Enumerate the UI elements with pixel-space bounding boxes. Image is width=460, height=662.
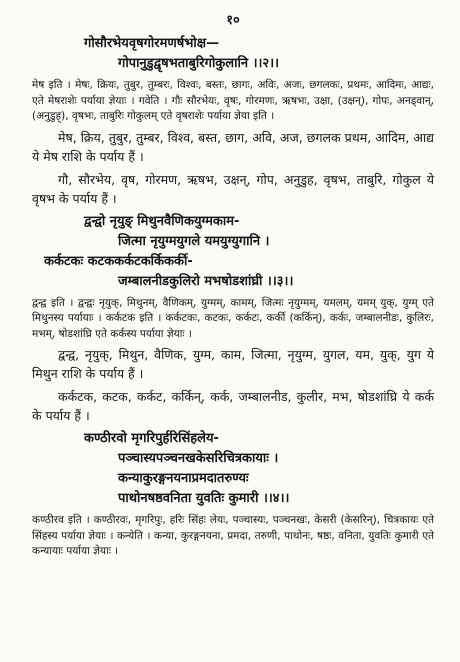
verse-line: कन्याकुरङ्गनयनाप्रमदातरुण्यः — [118, 471, 249, 486]
verse-line: कण्ठीरवो मृगरिपुर्हरिसिंहलेय- — [84, 431, 219, 446]
translation: गौ, सौरभेय, वृष, गोरमण, ऋषभ, उक्षन्, गोप, अनुडुह, वृषभ, ताबुरि, गोकुल ये वृषभ के पर्याय हैं । — [32, 171, 434, 206]
commentary: कण्ठीरव इति । कण्ठीरवः, मृगरिपुः, हरिः सिंहः लेयः, पञ्चास्यः, पञ्चनखः, केसरी (केसरिन्), चित्रकायः एते सिंहस्य पर्याया ज्ञेयाः । कन्येति । कन्या, कुरङ्गनयना, प्रमदा, तरुणी, पाथोनः, षष्ठः, वनिता, युवतिः कुमारी एते कन्यायाः पर्याया ज्ञेयाः । — [32, 514, 434, 557]
translation: मेष, क्रिय, तुबुर, तुम्बर, विश्व, बस्त, छाग, अवि, अज, छगलक प्रथम, आदिम, आद्य ये मेष राशि के पर्याय हैं । — [32, 129, 434, 164]
commentary: द्वन्द्व इति । द्वन्द्वः नृयुक्, मिथुनम्, वैणिकम्, युग्मम्, कामम्, जित्मः नृयुग्मम्, यमलम्, यमम् युक्, युग्म् एते मिथुनस्य पर्यायाः । कर्कटक इति । कर्कटकः, कटकः, कर्कटः, कर्की (कर्किन्), कर्कः, जम्बालनीडः, कुलिरः, मभम्, षोडशांघ्रि एते कर्कस्य पर्याया ज्ञेयाः । — [32, 296, 434, 340]
verse-line: पञ्चास्यपञ्चनखकेसरिचित्रकायाः । — [118, 451, 279, 466]
commentary: मेष इति । मेषः, क्रियः, तुबुर, तुम्बरः, विश्वः, बस्तः, छागः, अविः, अजः, छगलकः, प्रथमः, आदिमः, आद्यः, एते मेषराशेः पर्याया ज्ञेयाः । गवेति । गौः सौरभेयः, वृषः, गोरमणः, ऋषभः, उक्षा, (उक्षन्), गोपः, अनड्वान्, (अनुडुह्), वृषभः, ताबुरिः गोकुलम् एते वृषराशेः पर्याया ज्ञेया इति । — [32, 79, 434, 122]
translation: कर्कटक, कटक, कर्कट, कर्किन्, कर्क, जम्बालनीड, कुलीर, मभ, षोडशांघ्रि ये कर्क के पर्याय हैं । — [32, 389, 434, 423]
verse-line: गोपानुडुद्वृषभताबुरिगोकुलानि ।।२।। — [118, 56, 280, 71]
verse-line: जम्बालनीडकुलिरो मभषोडशांघ्री ।।३।। — [118, 273, 294, 289]
verse-line: गोसौरभेयवृषगोरमणर्षभोक्ष— — [84, 36, 220, 51]
verse-line: कर्कटकः कटककर्कटकर्किकर्की- — [44, 253, 193, 269]
verse-line: जित्मा नृयुग्मयुगले यमयुग्युगानि । — [118, 233, 270, 249]
verse-line: द्वन्द्वो नृयुङ् मिथुनवैणिकयुग्मकाम- — [84, 213, 240, 229]
page-number: १० — [226, 13, 240, 28]
verse-line: पाथोनषष्ठवनिता युवतिः कुमारी ।।४।। — [118, 491, 290, 506]
translation: द्वन्द्व, नृयुक्, मिथुन, वैणिक, युग्म, काम, जित्मा, नृयुग्म, युगल, यम, युक्, युग ये मिथुन राशि के पर्याय हैं । — [32, 347, 434, 381]
